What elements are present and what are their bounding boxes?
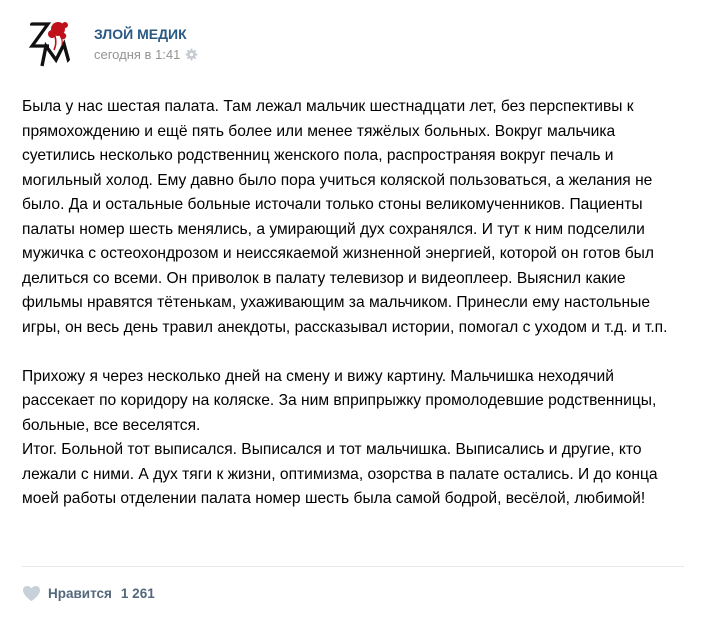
like-button[interactable] (22, 582, 155, 604)
zm-logo-icon (22, 16, 76, 70)
like-count: 1 261 (120, 585, 155, 601)
gear-icon[interactable] (185, 48, 198, 61)
like-label: Нравится (48, 585, 112, 601)
post-text (22, 95, 686, 512)
post-meta (94, 47, 198, 62)
post-timestamp[interactable]: сегодня в 1:41 (94, 47, 181, 62)
heart-icon (22, 585, 41, 602)
post-paragraph: Была у нас шестая палата. Там лежал мальчик шестнадцати лет, без перспективы к прямохождению и ещё пять более или менее тяжёлых больных. Вокруг мальчика суетились несколько родственниц женского пола, распространяя вокруг печаль и могильный холод. Ему давно было пора учиться коляской пользоваться, а желания не было. Да и остальные больные источали только стоны великомученников. Пациенты палаты номер шесть менялись, а умирающий дух сохранялся. И тут к ним подселили мужичка с остеохондрозом и неиссякаемой жизненной энергией, которой он готов был делиться со всеми. Он приволок в палату телевизор и видеоплеер. Выяснил какие фильмы нравятся тётенькам, ухаживающим за мальчиком. Принесли ему настольные игры, он весь день травил анекдоты, рассказывал истории, помогал с уходом и т.д. и т.п. (22, 98, 668, 336)
avatar[interactable] (22, 16, 76, 70)
post-divider (22, 566, 684, 567)
post-paragraph: Прихожу я через несколько дней на смену и вижу картину. Мальчишка неходячий рассекает по коридору на коляске. За ним вприпрыжку промолодевшие родственницы, больные, все веселятся. Итог. Больной тот выписался. Выписался и тот мальчишка. Выписались и другие, кто лежали с ними. А дух тяги к жизни, оптимизма, озорства в палате остались. И до конца моей работы отделении палата номер шесть была самой бодрой, весёлой, любимой! (22, 367, 658, 507)
author-name-link[interactable]: ЗЛОЙ МЕДИК (94, 26, 187, 42)
